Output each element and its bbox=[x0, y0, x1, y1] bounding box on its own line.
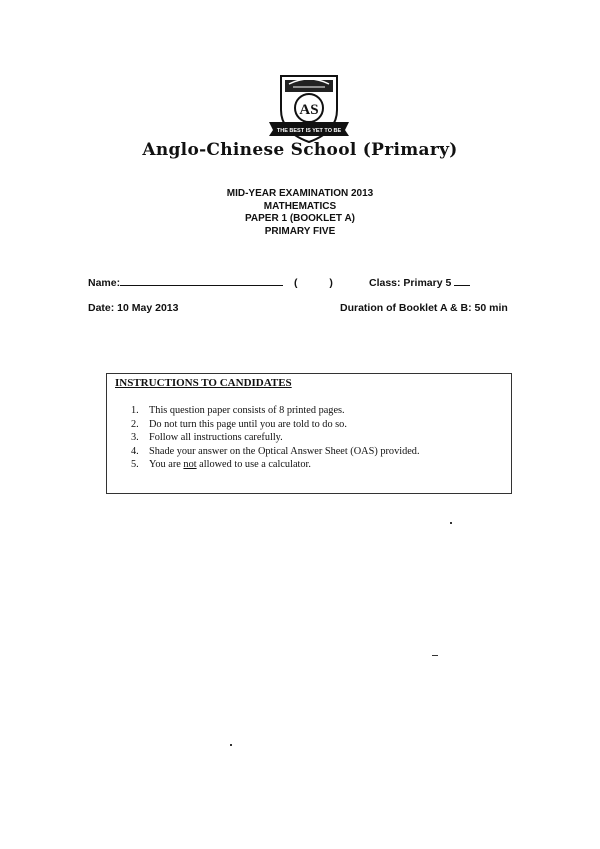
exam-paper: PAPER 1 (BOOKLET A) bbox=[244, 213, 355, 224]
exam-titles bbox=[0, 188, 600, 238]
crest-initials: AS bbox=[299, 102, 319, 118]
crest-motto: THE BEST IS YET TO BE bbox=[276, 128, 342, 134]
instruction-item: 4. Shade your answer on the Optical Answer Sheet (OAS) provided. bbox=[131, 445, 420, 457]
exam-level: PRIMARY FIVE bbox=[264, 225, 336, 237]
exam-subject: MATHEMATICS bbox=[263, 200, 337, 212]
instructions-box bbox=[106, 373, 512, 494]
instruction-item: 3. Follow all instructions carefully. bbox=[131, 432, 283, 443]
index-paren-open: ( bbox=[294, 277, 298, 289]
instruction-item: 5. You are not allowed to use a calculator. bbox=[131, 459, 311, 470]
scan-speck bbox=[450, 522, 452, 524]
class-label: Class: Primary 5 bbox=[369, 277, 452, 289]
index-paren-close: ) bbox=[329, 277, 333, 289]
scan-speck bbox=[432, 655, 438, 656]
class-row bbox=[369, 277, 470, 289]
scan-speck bbox=[230, 744, 232, 746]
instructions-list bbox=[131, 404, 420, 472]
date-label: Date: 10 May 2013 bbox=[88, 302, 179, 314]
instruction-item: 2. Do not turn this page until you are told to do so. bbox=[131, 418, 347, 430]
instructions-title: INSTRUCTIONS TO CANDIDATES bbox=[115, 377, 292, 389]
school-crest-logo bbox=[267, 70, 351, 148]
class-field-line[interactable] bbox=[454, 285, 470, 286]
school-name: Anglo-Chinese School (Primary) bbox=[142, 140, 458, 160]
name-label: Name: bbox=[88, 277, 121, 289]
duration-label: Duration of Booklet A & B: 50 min bbox=[340, 302, 508, 314]
instruction-item: 1. This question paper consists of 8 printed pages. bbox=[131, 405, 345, 416]
exam-title: MID-YEAR EXAMINATION 2013 bbox=[226, 188, 374, 199]
name-field-line[interactable] bbox=[120, 285, 283, 286]
name-row bbox=[88, 277, 333, 289]
